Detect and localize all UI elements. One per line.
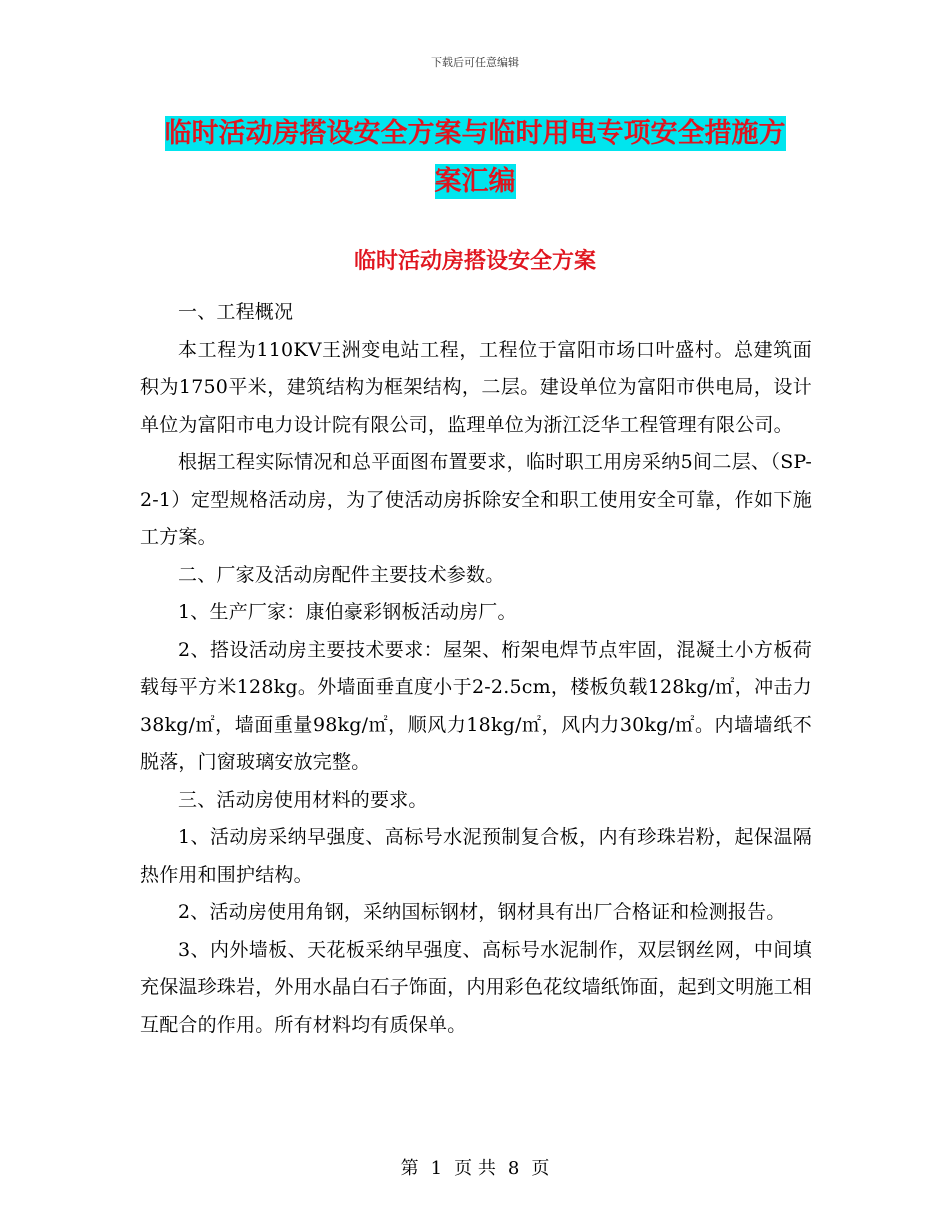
paragraph: 根据工程实际情况和总平面图布置要求，临时职工用房采纳5间二层、（SP-2-1）定型规格活动房，为了使活动房拆除安全和职工使用安全可靠，作如下施工方案。 [140,451,812,548]
document-body [140,294,812,1044]
paragraph-heading-parameters: 二、厂家及活动房配件主要技术参数。 [178,563,505,586]
title-line-2: 案汇编 [434,166,516,197]
paragraph-heading-overview: 一、工程概况 [178,301,294,323]
paragraph-heading-materials: 三、活动房使用材料的要求。 [178,788,428,811]
paragraph: 本工程为110KV王洲变电站工程，工程位于富阳市场口叶盛村。总建筑面积为1750平米，建筑结构为框架结构，二层。建设单位为富阳市供电局，设计单位为富阳市电力设计院有限公司，监理单位为浙江泛华工程管理有限公司。 [140,338,812,436]
paragraph: 3、内外墙板、天花板采纳早强度、高标号水泥制作，双层钢丝网，中间填充保温珍珠岩，外用水晶白石子饰面，内用彩色花纹墙纸饰面，起到文明施工相互配合的作用。所有材料均有质保单。 [140,938,813,1036]
page-footer [0,1154,950,1180]
paragraph: 2、搭设活动房主要技术要求：屋架、桁架电焊节点牢固，混凝土小方板荷载每平方米128kg。外墙面垂直度小于2-2.5cm，楼板负载128kg/㎡，冲击力38kg/㎡，墙面重量98kg/㎡，顺风力18kg/㎡，风内力30kg/㎡。内墙墙纸不脱落，门窗玻璃安放完整。 [140,638,812,773]
footer-prefix: 第 [400,1158,419,1179]
section-title: 临时活动房搭设安全方案 [353,249,596,274]
footer-suffix: 页 [531,1158,550,1179]
footer-mid: 页 共 [454,1158,496,1179]
header-note: 下载后可任意编辑 [431,56,519,69]
footer-total-pages: 8 [507,1158,520,1179]
footer-page-number: 1 [430,1158,443,1179]
document-title [140,110,810,206]
paragraph: 2、活动房使用角钢，采纳国标钢材，钢材具有出厂合格证和检测报告。 [178,901,786,923]
title-line-1: 临时活动房搭设安全方案与临时用电专项安全措施方 [164,118,786,149]
paragraph: 1、生产厂家：康伯豪彩钢板活动房厂。 [178,601,517,623]
paragraph: 1、活动房采纳早强度、高标号水泥预制复合板，内有珍珠岩粉，起保温隔热作用和围护结构。 [140,826,812,886]
